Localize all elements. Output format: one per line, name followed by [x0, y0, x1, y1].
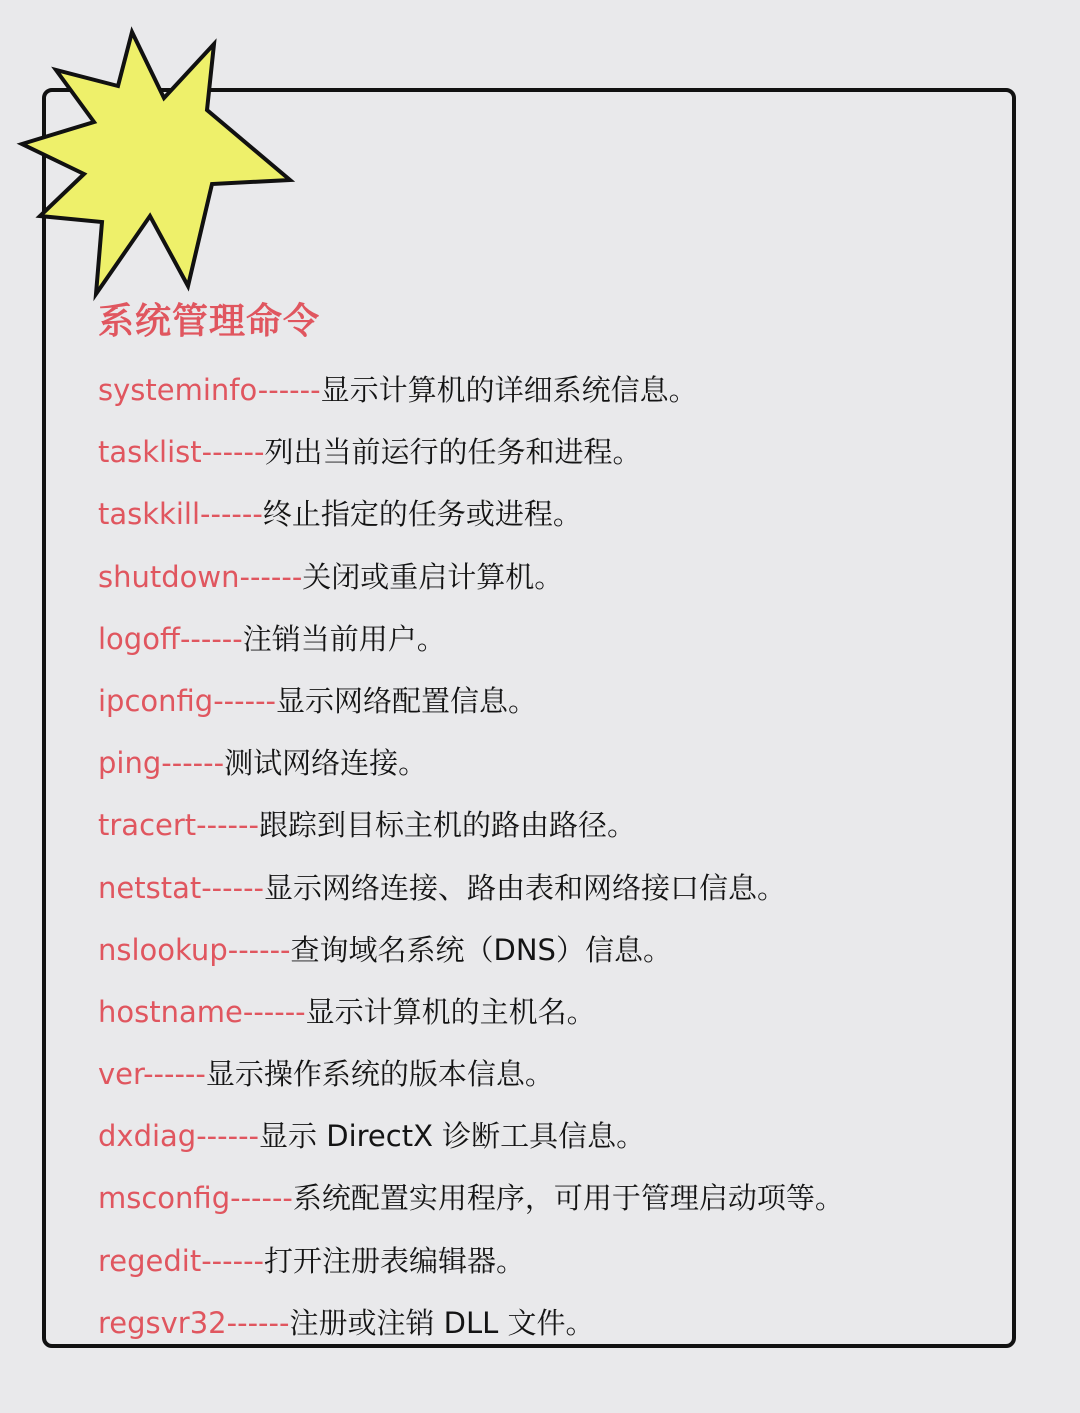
command-row: [98, 1235, 844, 1297]
command-name: tasklist: [98, 435, 202, 470]
command-description: 跟踪到目标主机的路由路径。: [258, 808, 636, 843]
command-separator: ------: [179, 621, 243, 656]
command-description: 终止指定的任务或进程。: [262, 497, 582, 532]
command-row: [98, 1048, 844, 1110]
command-row: [98, 924, 844, 986]
command-row: [98, 613, 844, 675]
page-title: 系统管理命令: [98, 301, 321, 342]
command-description: 打开注册表编辑器。: [264, 1243, 526, 1278]
command-separator: ------: [213, 683, 277, 718]
command-list: [98, 364, 844, 1359]
command-name: regedit: [98, 1243, 202, 1278]
command-description: 列出当前运行的任务和进程。: [264, 435, 642, 470]
command-name: dxdiag: [98, 1119, 197, 1154]
command-description: 系统配置实用程序，可用于管理启动项等。: [292, 1181, 844, 1216]
command-description: 注册或注销 DLL 文件。: [289, 1305, 595, 1340]
command-separator: ------: [161, 746, 225, 781]
command-name: tracert: [98, 808, 197, 843]
command-name: nslookup: [98, 932, 228, 967]
command-separator: ------: [143, 1057, 206, 1092]
command-row: [98, 799, 844, 861]
command-description: 显示计算机的主机名。: [305, 994, 596, 1029]
starburst-icon: [14, 24, 300, 304]
command-name: netstat: [98, 870, 202, 905]
starburst-shape: [22, 32, 290, 294]
command-row: [98, 1172, 844, 1234]
command-name: hostname: [98, 994, 243, 1029]
command-name: msconfig: [98, 1181, 231, 1216]
command-row: [98, 986, 844, 1048]
command-separator: ------: [242, 994, 306, 1029]
command-row: [98, 364, 844, 426]
command-name: regsvr32: [98, 1305, 227, 1340]
command-name: ipconfig: [98, 683, 214, 718]
command-description: 显示网络配置信息。: [276, 683, 538, 718]
command-row: [98, 862, 844, 924]
command-name: ping: [98, 746, 162, 781]
command-separator: ------: [196, 808, 259, 843]
command-separator: ------: [196, 1119, 260, 1154]
command-row: [98, 1297, 844, 1359]
command-row: [98, 1110, 844, 1172]
command-row: [98, 551, 844, 613]
command-description: 显示网络连接、路由表和网络接口信息。: [264, 870, 787, 905]
command-row: [98, 675, 844, 737]
command-row: [98, 737, 844, 799]
command-separator: ------: [230, 1181, 293, 1216]
command-separator: ------: [239, 559, 303, 594]
command-description: 显示计算机的详细系统信息。: [320, 373, 698, 407]
command-separator: ------: [201, 870, 265, 905]
command-description: 查询域名系统（DNS）信息。: [290, 932, 672, 967]
command-name: logoff: [98, 621, 180, 656]
command-separator: ------: [226, 1305, 290, 1340]
command-description: 测试网络连接。: [224, 746, 428, 781]
command-name: taskkill: [98, 497, 201, 532]
command-description: 注销当前用户。: [242, 621, 446, 656]
command-separator: ------: [201, 435, 265, 470]
command-description: 关闭或重启计算机。: [302, 559, 564, 594]
command-separator: ------: [257, 373, 321, 407]
command-description: 显示 DirectX 诊断工具信息。: [259, 1119, 646, 1154]
command-description: 显示操作系统的版本信息。: [205, 1057, 554, 1092]
command-name: systeminfo: [98, 373, 258, 407]
command-separator: ------: [201, 1243, 265, 1278]
command-name: shutdown: [98, 559, 240, 594]
command-separator: ------: [227, 932, 291, 967]
command-name: ver: [98, 1057, 144, 1092]
command-row: [98, 426, 844, 488]
command-row: [98, 488, 844, 550]
command-separator: ------: [200, 497, 263, 532]
